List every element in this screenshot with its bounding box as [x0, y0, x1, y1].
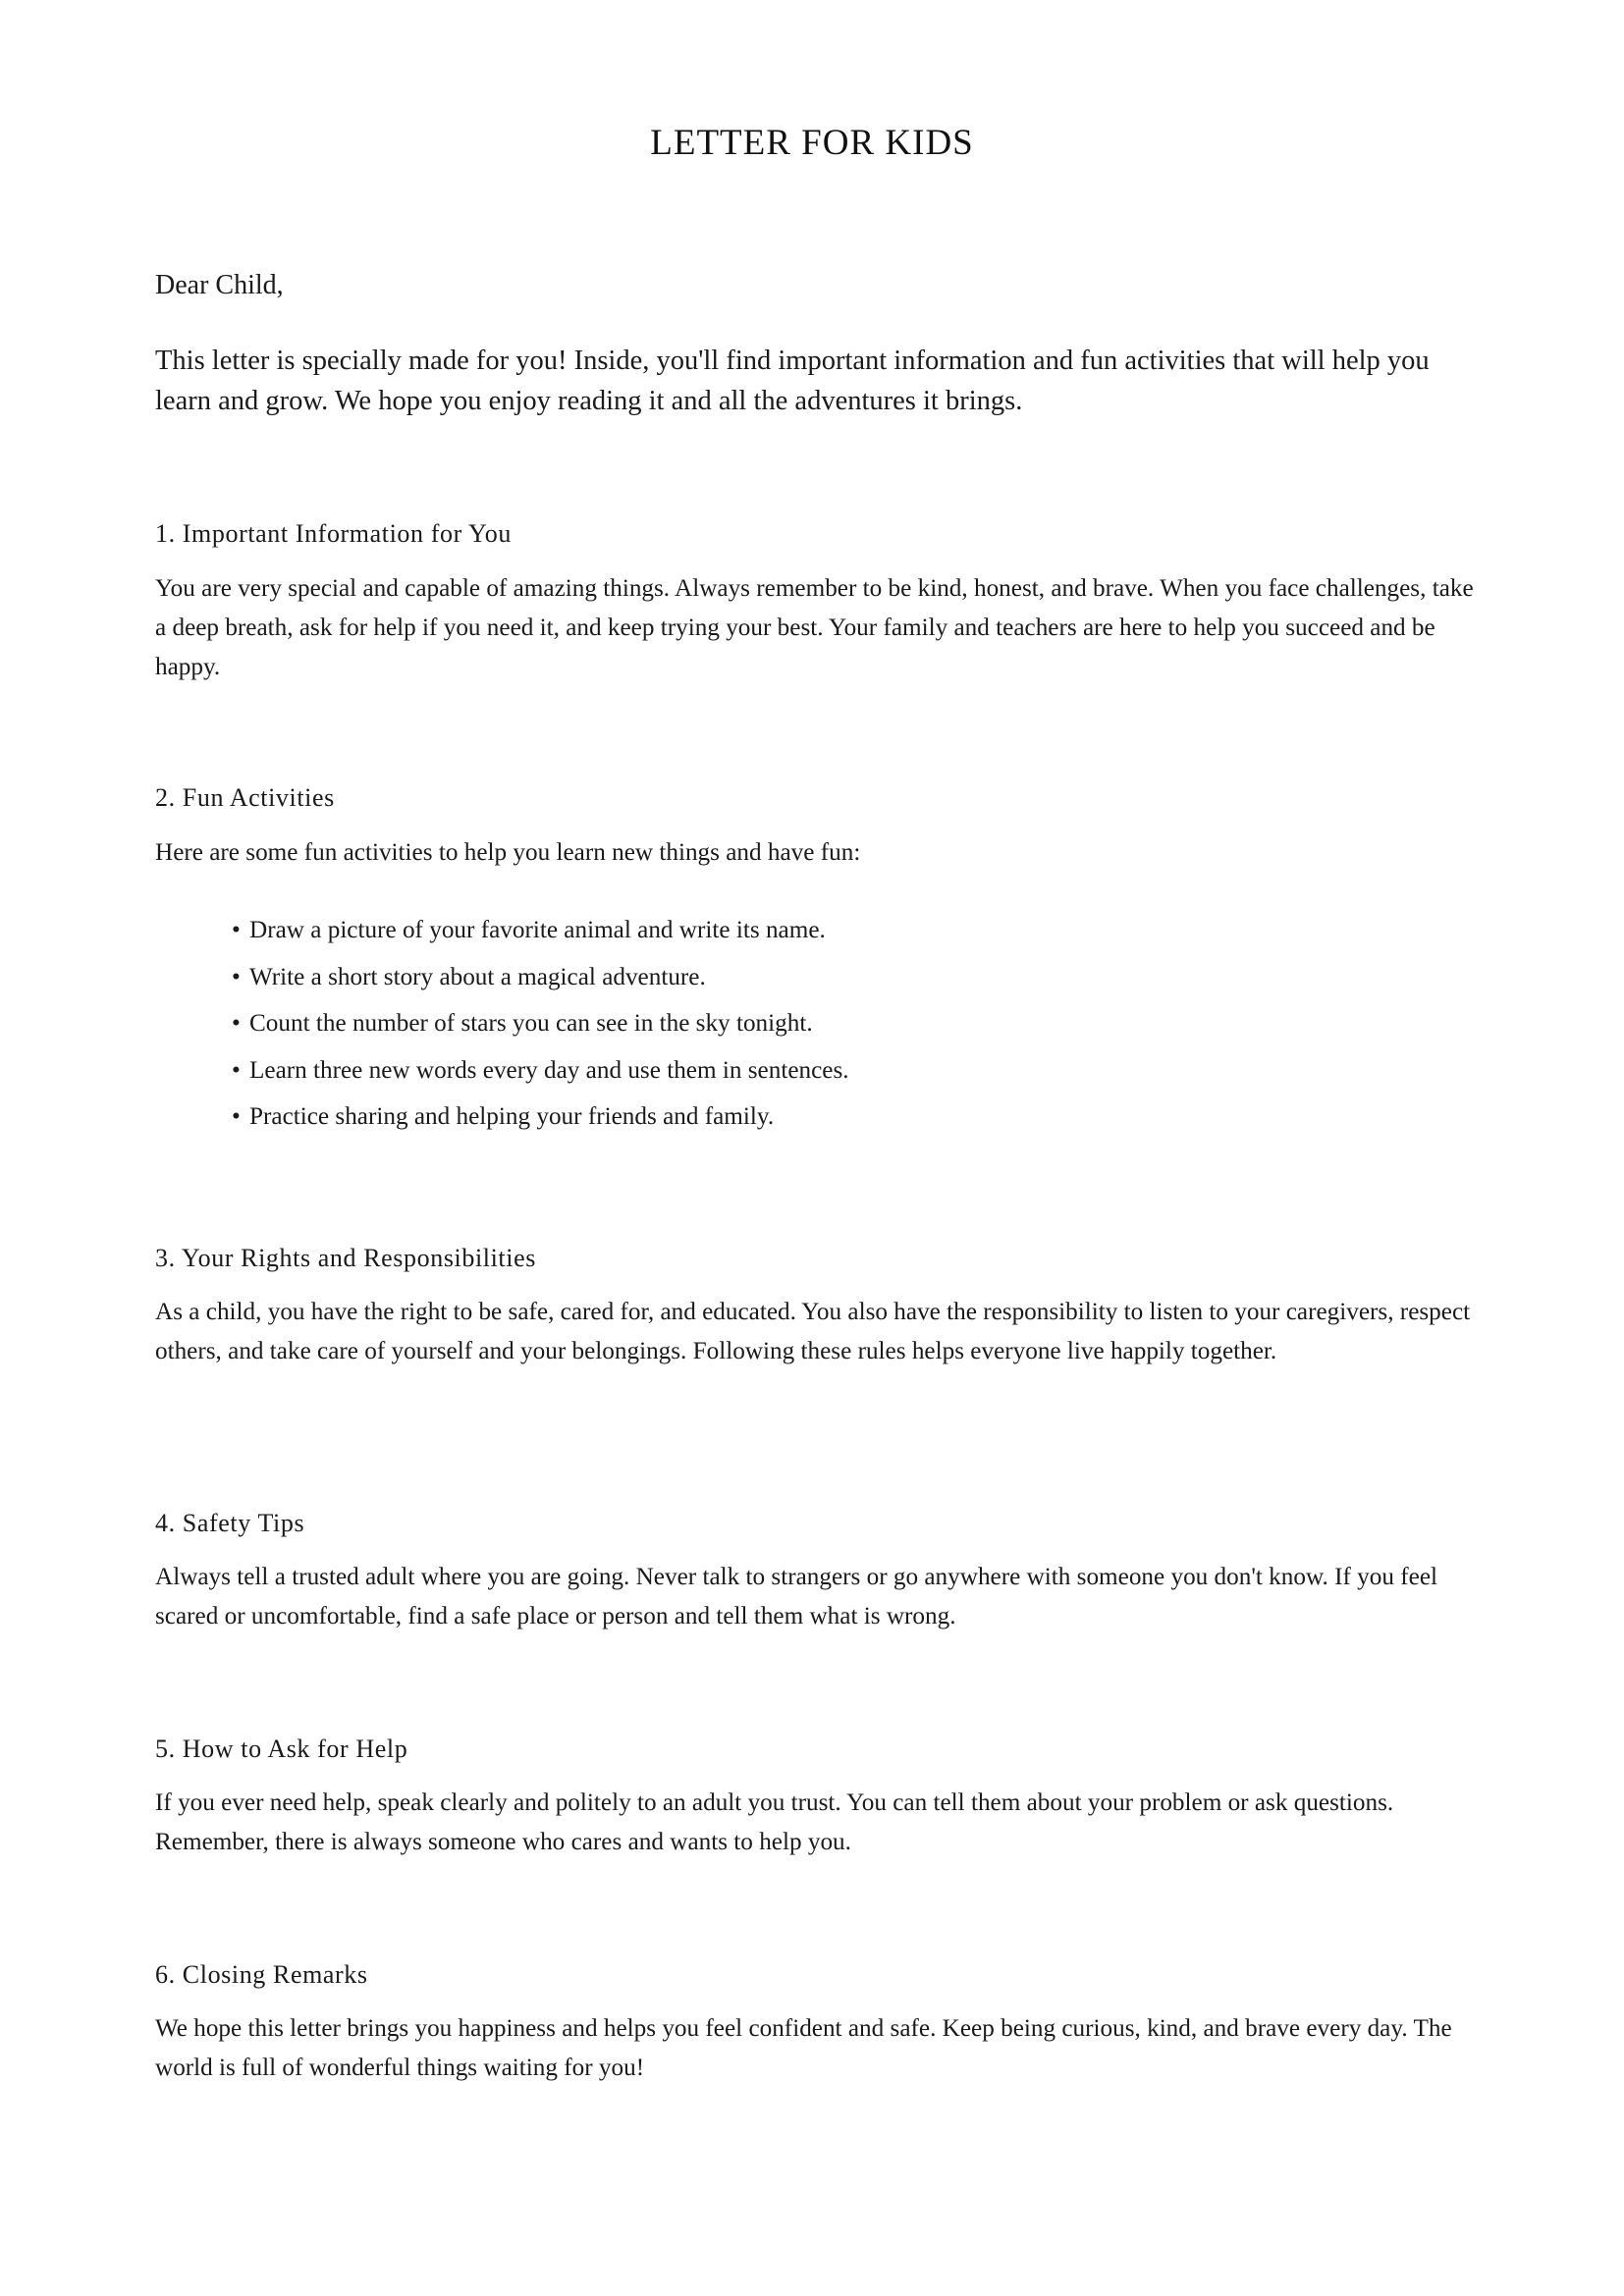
list-item	[232, 1097, 849, 1145]
section-body-closing-remarks: We hope this letter brings you happiness and helps you feel confident and safe. Keep being curious, kind, and brave every day. The world is full of wonderful things waiting for you!	[155, 2015, 1452, 2081]
bullet-icon: •	[232, 1103, 241, 1130]
bullet-icon: •	[232, 917, 241, 943]
list-item	[232, 1004, 849, 1051]
list-item-text: Draw a picture of your favorite animal and write its name.	[249, 917, 826, 943]
page-title: LETTER FOR KIDS	[650, 123, 974, 163]
bullet-icon: •	[232, 1056, 241, 1084]
list-item	[232, 911, 849, 958]
list-item-text: Learn three new words every day and use them in sentences.	[249, 1056, 849, 1084]
list-item	[232, 1051, 849, 1098]
list-item-text: Count the number of stars you can see in the sky tonight.	[249, 1010, 813, 1037]
section-heading-important-information: 1. Important Information for You	[155, 519, 512, 548]
list-item-text: Practice sharing and helping your friends and family.	[249, 1103, 775, 1130]
list-item-text: Write a short story about a magical adventure.	[249, 963, 706, 990]
section-heading-rights-responsibilities: 3. Your Rights and Responsibilities	[155, 1244, 536, 1272]
activities-list	[232, 911, 849, 1145]
list-item	[232, 958, 849, 1005]
intro-paragraph: This letter is specially made for you! Inside, you'll find important information and fun activities that will help you learn and grow. We hope you enjoy reading it and all the adventures it brings.	[155, 346, 1430, 416]
section-heading-fun-activities: 2. Fun Activities	[155, 783, 335, 812]
section-body-safety-tips: Always tell a trusted adult where you are going. Never talk to strangers or go anywhere with someone you don't know. If you feel scared or uncomfortable, find a safe place or person and tell them what is wrong.	[155, 1564, 1437, 1629]
section-body-important-information: You are very special and capable of amazing things. Always remember to be kind, honest, and brave. When you face challenges, take a deep breath, ask for help if you need it, and keep trying your best. Your family and teachers are here to help you succeed and be happy.	[155, 575, 1474, 680]
section-heading-safety-tips: 4. Safety Tips	[155, 1509, 305, 1537]
section-body-fun-activities: Here are some fun activities to help you learn new things and have fun:	[155, 839, 861, 866]
bullet-icon: •	[232, 963, 241, 990]
section-heading-closing-remarks: 6. Closing Remarks	[155, 1960, 368, 1989]
section-heading-ask-for-help: 5. How to Ask for Help	[155, 1735, 408, 1763]
section-body-rights-responsibilities: As a child, you have the right to be safe, cared for, and educated. You also have the responsibility to listen to your caregivers, respect others, and take care of yourself and your belongings. Following these rules helps everyone live happily together.	[155, 1299, 1471, 1364]
salutation: Dear Child,	[155, 270, 284, 300]
section-body-ask-for-help: If you ever need help, speak clearly and politely to an adult you trust. You can tell them about your problem or ask questions. Remember, there is always someone who cares and wants to help you.	[155, 1789, 1394, 1855]
bullet-icon: •	[232, 1010, 241, 1037]
